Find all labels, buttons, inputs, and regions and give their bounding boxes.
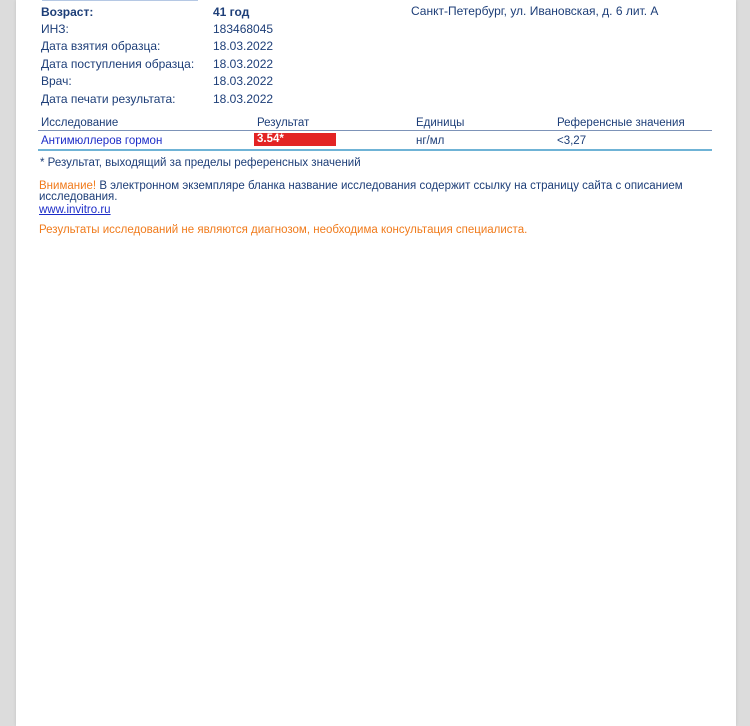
site-link[interactable]: www.invitro.ru xyxy=(39,204,111,216)
notice-warning-word: Внимание! xyxy=(39,180,97,192)
out-of-range-footnote: * Результат, выходящий за пределы референсных значений xyxy=(40,157,361,169)
doctor-label: Врач: xyxy=(41,74,72,88)
doctor-value: 18.03.2022 xyxy=(213,74,274,88)
sample-received-value: 18.03.2022 xyxy=(213,57,274,71)
sample-taken-label: Дата взятия образца: xyxy=(41,39,161,53)
reference-cell: <3,27 xyxy=(557,135,587,147)
report-sheet xyxy=(16,0,736,726)
age-label: Возраст: xyxy=(41,5,94,19)
notice xyxy=(39,181,729,203)
table-row-rule xyxy=(38,149,712,151)
result-out-of-range-badge: 3.54* xyxy=(254,133,336,146)
col-header-units: Единицы xyxy=(416,117,465,129)
header-tab-border xyxy=(42,0,198,2)
notice-text: В электронном экземпляре бланка название исследования содержит ссылку на страницу сайта с описанием исследования. xyxy=(39,180,683,203)
units-cell: нг/мл xyxy=(416,135,445,147)
col-header-test: Исследование xyxy=(41,117,119,129)
print-date-label: Дата печати результата: xyxy=(41,92,176,106)
inz-label: ИНЗ: xyxy=(41,22,69,36)
col-header-result: Результат xyxy=(257,117,310,129)
age-value: 41 год xyxy=(213,5,250,19)
inz-value: 183468045 xyxy=(213,22,274,36)
table-header-rule xyxy=(38,130,712,131)
sample-received-label: Дата поступления образца: xyxy=(41,57,195,71)
lab-address: Санкт-Петербург, ул. Ивановская, д. 6 лит. А xyxy=(411,4,659,18)
print-date-value: 18.03.2022 xyxy=(213,92,274,106)
col-header-reference: Референсные значения xyxy=(557,117,685,129)
sample-taken-value: 18.03.2022 xyxy=(213,39,274,53)
disclaimer: Результаты исследований не являются диагнозом, необходима консультация специалиста. xyxy=(39,224,528,236)
test-name-link[interactable]: Антимюллеров гормон xyxy=(41,135,163,147)
